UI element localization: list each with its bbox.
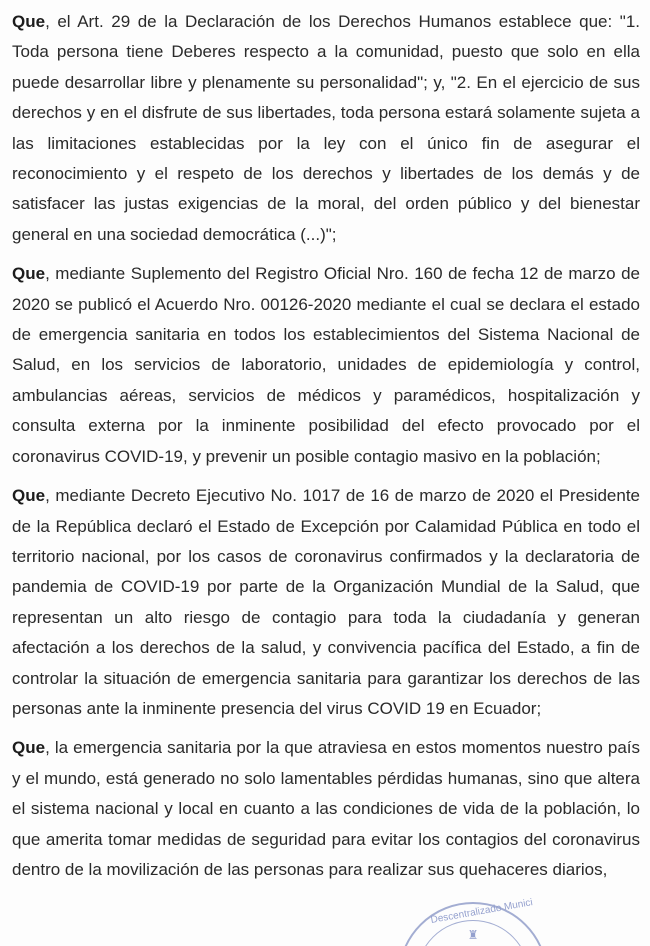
paragraph-text: , mediante Suplemento del Registro Oficial Nro. 160 de fecha 12 de marzo de 2020 se publicó el Acuerdo Nro. 00126-2020 mediante el cual se declara el estado de emergencia sanitaria en todos los establecimientos del Sistema Nacional de Salud, en los servicios de laboratorio, unidades de epidemiología y control, ambulancias aéreas, servicios de médicos y paramédicos, hospitalización y consulta externa por la inminente posibilidad del efecto provocado por el coronavirus COVID-19, y prevenir un posible contagio masivo en la población; <box>12 264 640 466</box>
paragraph-text: , la emergencia sanitaria por la que atraviesa en estos momentos nuestro país y el mundo, está generado no solo lamentables pérdidas humanas, sino que altera el sistema nacional y local en cuanto a las condiciones de vida de la población, lo que amerita tomar medidas de seguridad para evitar los contagios del coronavirus dentro de la movilización de las personas para realizar sus quehaceres diarios, <box>12 738 640 879</box>
paragraph-registro-oficial <box>12 259 640 472</box>
coat-of-arms-icon: ♜ <box>467 928 479 942</box>
paragraph-text: , mediante Decreto Ejecutivo No. 1017 de 16 de marzo de 2020 el Presidente de la República declaró el Estado de Excepción por Calamidad Pública en todo el territorio nacional, por los casos de coronavirus confirmados y la declaratoria de pandemia de COVID-19 por parte de la Organización Mundial de la Salud, que representan un alto riesgo de contagio para toda la ciudadanía y generan afectación a los derechos de la salud, y convivencia pacífica del Estado, a fin de controlar la situación de emergencia sanitaria para garantizar los derechos de las personas ante la inminente presencia del virus COVID 19 en Ecuador; <box>12 486 640 718</box>
paragraph-emergencia-sanitaria <box>12 733 640 885</box>
paragraph-text: , el Art. 29 de la Declaración de los Derechos Humanos establece que: "1. Toda persona tiene Deberes respecto a la comunidad, puesto que solo en ella puede desarrollar libre y plenamente su personalidad"; y, "2. En el ejercicio de sus derechos y en el disfrute de sus libertades, toda persona estará solamente sujeta a las limitaciones establecidas por la ley con el único fin de asegurar el reconocimiento y el respeto de los derechos y libertades de los demás y de satisfacer las justas exigencias de la moral, del orden público y del bienestar general en una sociedad democrática (...)"; <box>12 12 640 244</box>
paragraph-lead: Que <box>12 12 46 31</box>
seal-text: Descentralizado Munici <box>429 897 534 926</box>
paragraph-lead: Que <box>12 486 46 506</box>
municipal-seal-stamp <box>398 897 548 946</box>
paragraph-lead: Que <box>12 738 46 758</box>
paragraph-lead: Que <box>12 264 46 284</box>
document-body <box>12 7 640 885</box>
paragraph-decreto-ejecutivo <box>12 481 640 724</box>
paragraph-article-29 <box>12 7 640 250</box>
